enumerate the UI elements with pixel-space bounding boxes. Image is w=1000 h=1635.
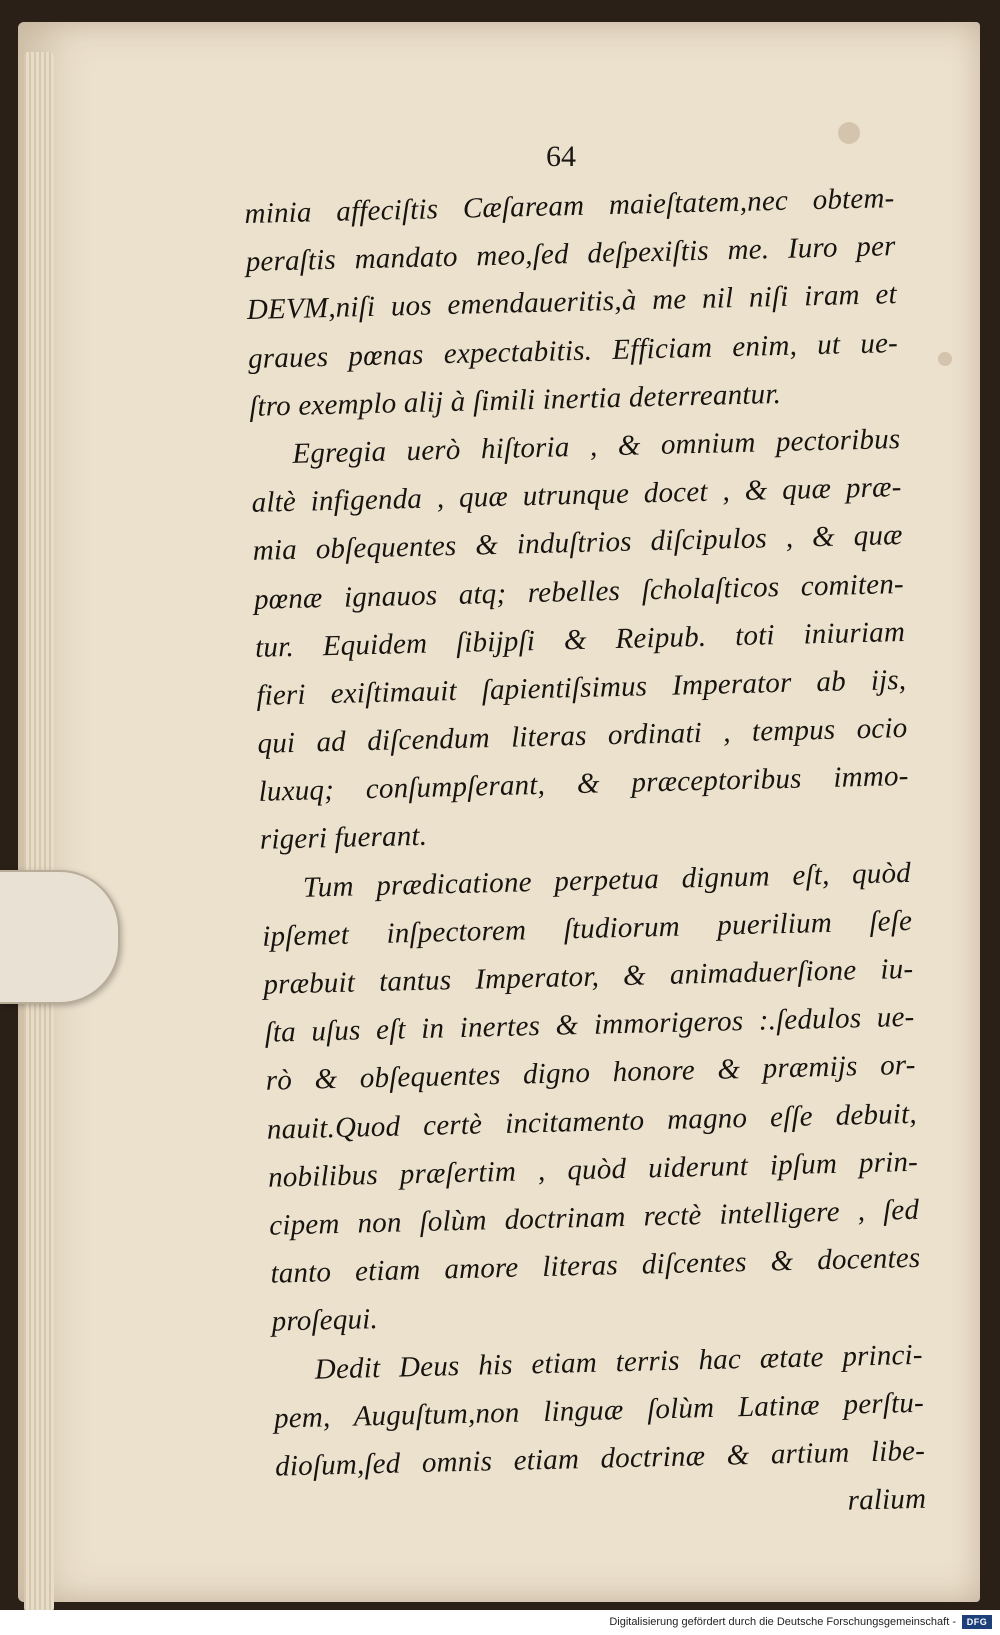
bookmark-tab [0,870,120,1004]
paper-stain [838,122,860,144]
text-line: proſequi. [271,1303,379,1338]
book-page [18,22,980,1602]
text-line: Egregia uerò hiſtoria , & omnium pectoribus [292,422,901,470]
text-line: pœnæ ignauos atq; rebelles ſcholaſticos comiten- [253,567,905,616]
text-line: peraſtis mandato meo,ſed deſpexiſtis me. Iuro per [245,230,896,279]
dfg-logo: DFG [962,1615,992,1629]
page-number: 64 [546,140,576,173]
text-line: nobilibus præſertim , quòd uiderunt ipſum prin- [267,1145,919,1194]
text-line: præbuit tantus Imperator, & animaduerſione iu- [263,952,914,1001]
text-line: DEVM,niſi uos emendaueritis,à me nil niſi iram et [246,278,898,327]
text-line: mia obſequentes & induſtrios diſcipulos , & quæ [252,519,904,568]
paper-stain [938,352,952,366]
text-line: fieri exiſtimauit ſapientiſsimus Imperator ab ijs, [255,663,907,712]
text-line: graues pœnas expectabitis. Efficiam enim, ut ue- [247,326,899,375]
text-line: rò & obſequentes digno honore & præmijs or- [265,1049,916,1098]
text-line: rigeri fuerant. [259,820,428,857]
text-line: tanto etiam amore literas diſcentes & docentes [270,1241,921,1290]
digitization-footer [0,1610,1000,1635]
text-line: Dedit Deus his etiam terris hac ætate princi- [314,1338,924,1386]
text-line: ipſemet inſpectorem ſtudiorum puerilium ſeſe [261,904,913,953]
page-text [244,174,927,1539]
text-line: luxuq; conſumpſerant, & præceptoribus immo- [258,760,909,809]
text-line: nauit.Quod certè incitamento magno eſſe debuit, [266,1097,918,1146]
text-line: ralium [847,1482,927,1517]
text-line: minia affeciſtis Cæſaream maieſtatem,nec obtem- [244,182,895,230]
text-line: pem, Auguſtum,non linguæ ſolùm Latinæ perſtu- [273,1386,925,1435]
text-line: qui ad diſcendum literas ordinati , tempus ocio [257,712,908,760]
page-edges [24,52,54,1612]
text-line: altè infigenda , quæ utrunque docet , & quæ præ- [251,471,902,520]
text-line: Tum prædicatione perpetua dignum eſt, quòd [302,856,912,904]
text-line: tur. Equidem ſibijpſi & Reipub. toti iniuriam [254,615,906,664]
digitization-credit: Digitalisierung gefördert durch die Deutsche Forschungsgemeinschaft - [609,1616,956,1628]
text-line: dioſum,ſed omnis etiam doctrinæ & artium libe- [274,1434,926,1483]
text-line: cipem non ſolùm doctrinam rectè intelligere , ſed [268,1193,920,1242]
text-line: ſtro exemplo alij à ſimili inertia deterreantur. [248,377,782,423]
text-line: ſta uſus eſt in inertes & immorigeros :.ſedulos ue- [264,1001,915,1049]
